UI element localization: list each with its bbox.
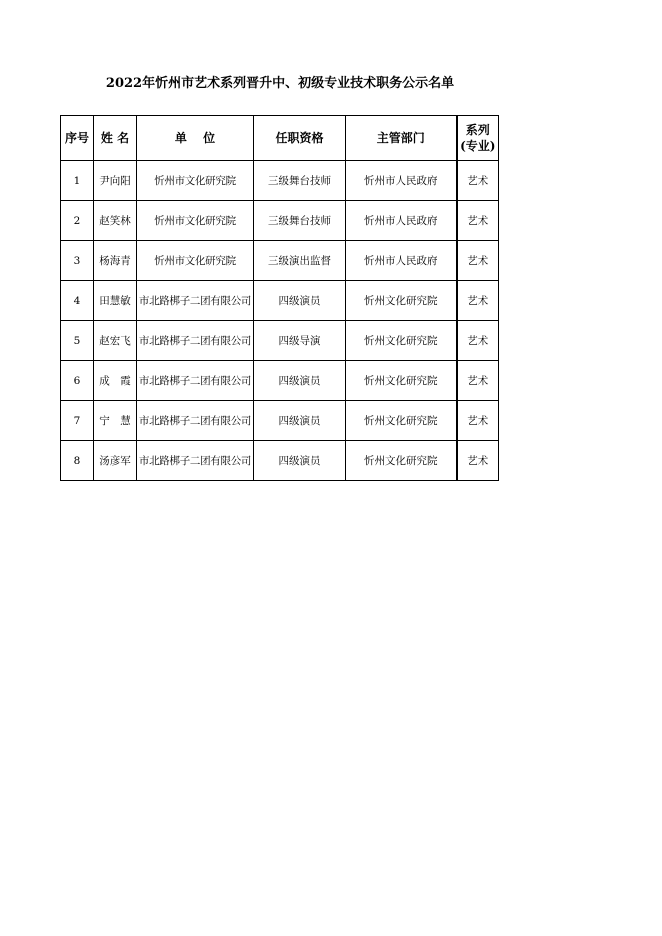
cell-department: 忻州市人民政府	[346, 161, 457, 201]
cell-qualification: 三级舞台技师	[254, 201, 346, 241]
cell-name: 宁 慧	[94, 401, 137, 441]
cell-series: 艺术	[457, 281, 499, 321]
header-index: 序号	[61, 116, 94, 161]
cell-department: 忻州文化研究院	[346, 441, 457, 481]
table-row	[61, 241, 499, 281]
cell-index: 4	[61, 281, 94, 321]
table-row	[61, 281, 499, 321]
cell-index: 3	[61, 241, 94, 281]
cell-index: 7	[61, 401, 94, 441]
cell-name: 田慧敏	[94, 281, 137, 321]
header-name: 姓 名	[94, 116, 137, 161]
cell-series: 艺术	[457, 401, 499, 441]
cell-name: 尹向阳	[94, 161, 137, 201]
cell-unit: 忻州市文化研究院	[137, 241, 254, 281]
cell-series: 艺术	[457, 441, 499, 481]
header-unit: 单 位	[137, 116, 254, 161]
cell-department: 忻州文化研究院	[346, 401, 457, 441]
cell-qualification: 三级舞台技师	[254, 161, 346, 201]
table-row	[61, 161, 499, 201]
cell-qualification: 四级演员	[254, 361, 346, 401]
table-row	[61, 401, 499, 441]
cell-department: 忻州市人民政府	[346, 241, 457, 281]
cell-department: 忻州市人民政府	[346, 201, 457, 241]
table-row	[61, 441, 499, 481]
cell-unit: 市北路梆子二团有限公司	[137, 321, 254, 361]
cell-department: 忻州文化研究院	[346, 281, 457, 321]
cell-qualification: 四级演员	[254, 401, 346, 441]
cell-index: 6	[61, 361, 94, 401]
cell-index: 5	[61, 321, 94, 361]
cell-name: 赵笑林	[94, 201, 137, 241]
header-department: 主管部门	[346, 116, 457, 161]
cell-name: 杨海青	[94, 241, 137, 281]
cell-name: 汤彦军	[94, 441, 137, 481]
cell-index: 1	[61, 161, 94, 201]
header-series-line2: (专业)	[460, 139, 496, 153]
cell-unit: 市北路梆子二团有限公司	[137, 441, 254, 481]
cell-name: 成 霞	[94, 361, 137, 401]
table-row	[61, 201, 499, 241]
cell-qualification: 四级导演	[254, 321, 346, 361]
cell-unit: 市北路梆子二团有限公司	[137, 281, 254, 321]
roster-table	[60, 115, 499, 481]
cell-department: 忻州文化研究院	[346, 361, 457, 401]
cell-series: 艺术	[457, 361, 499, 401]
header-series-line1: 系列	[465, 123, 490, 137]
cell-qualification: 四级演员	[254, 281, 346, 321]
cell-unit: 忻州市文化研究院	[137, 201, 254, 241]
header-series	[457, 116, 499, 161]
table-header-row	[61, 116, 499, 161]
cell-qualification: 四级演员	[254, 441, 346, 481]
cell-unit: 市北路梆子二团有限公司	[137, 361, 254, 401]
cell-name: 赵宏飞	[94, 321, 137, 361]
cell-unit: 市北路梆子二团有限公司	[137, 401, 254, 441]
cell-index: 8	[61, 441, 94, 481]
cell-series: 艺术	[457, 321, 499, 361]
header-qualification: 任职资格	[254, 116, 346, 161]
cell-department: 忻州文化研究院	[346, 321, 457, 361]
cell-qualification: 三级演出监督	[254, 241, 346, 281]
cell-unit: 忻州市文化研究院	[137, 161, 254, 201]
cell-index: 2	[61, 201, 94, 241]
document-title: 2022年忻州市艺术系列晋升中、初级专业技术职务公示名单	[105, 76, 455, 91]
cell-series: 艺术	[457, 161, 499, 201]
cell-series: 艺术	[457, 241, 499, 281]
table-row	[61, 321, 499, 361]
cell-series: 艺术	[457, 201, 499, 241]
table-row	[61, 361, 499, 401]
